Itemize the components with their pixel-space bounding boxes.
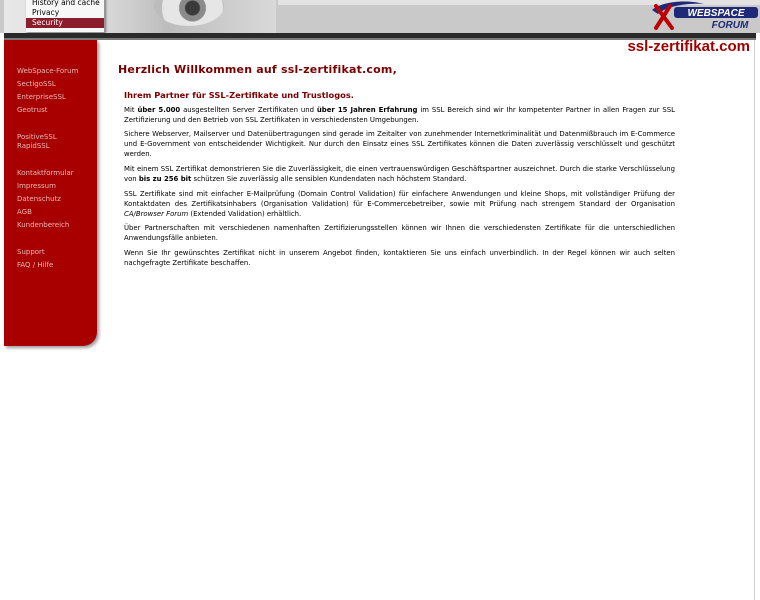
italic-run: CA/Browser Forum — [124, 209, 189, 218]
sidebar-item-geotrust[interactable]: Geotrust — [17, 106, 48, 114]
sidebar-item-rapidssl[interactable]: RapidSSL — [17, 142, 50, 150]
bold-run: über 5.000 — [137, 106, 181, 114]
text-run: (Extended Validation) erhältlich. — [188, 209, 302, 218]
sidebar — [4, 40, 97, 346]
text-run: SSL Zertifikate sind mit einfacher E-Mailprüfung (Domain Control Validation) für einfachere Anwendungen und kleine Shops, mit vollständiger Prüfung der Kontaktdaten des Zertifikatsinhabers (Organisation Validation) für E-Commercebetreiber, sowie mit Prüfung nach strengem Standard der Organisation — [124, 190, 675, 208]
header — [0, 0, 760, 33]
sidebar-item-faq[interactable]: FAQ / Hilfe — [17, 261, 54, 269]
text-run: im SSL Bereich sind wir Ihr kompetenter Partner in allen Fragen zur SSL Zertifizierung und den Betrieb von SSL Zertifikaten in verschiedensten Umgebungen. — [124, 106, 675, 124]
sidebar-item-webspace-forum[interactable]: WebSpace-Forum — [17, 67, 79, 75]
header-photo — [4, 0, 276, 33]
text-run: ausgestellten Server Zertifikaten und — [180, 106, 317, 114]
webspace-forum-logo[interactable] — [650, 0, 760, 33]
site-name: ssl-zertifikat.com — [627, 38, 750, 55]
text-run: schützen Sie zuverlässig alle sensiblen Kundendaten nach höchstem Standard. — [191, 174, 467, 183]
popup-item: Privacy — [32, 8, 60, 17]
browser-menu-popup — [26, 0, 105, 32]
page-title: Herzlich Willkommen auf ssl-zertifikat.com, — [118, 63, 397, 76]
sidebar-item-support[interactable]: Support — [17, 248, 45, 256]
page-subtitle: Ihrem Partner für SSL-Zertifikate und Trustlogos. — [124, 90, 354, 100]
contact-paragraph: Wenn Sie Ihr gewünschtes Zertifikat nicht in unserem Angebot finden, kontaktieren Sie uns einfach unverbindlich. In der Regel können wir auch selten nachgefragte Zertifikate beschaffen. — [124, 249, 675, 267]
sidebar-item-kundenbereich[interactable]: Kundenbereich — [17, 221, 70, 229]
popup-item: Security — [26, 18, 104, 28]
text-run: Mit einem SSL Zertifikat demonstrieren Sie die Zuverlässigkeit, die einen vertrauenswürdigen Geschäftspartner auszeichnet. Durch die starke Verschlüsselung von — [124, 165, 675, 183]
security-paragraph: Sichere Webserver, Mailserver und Datenübertragungen sind gerade im Zeitalter von zunehmender Internetkriminalität und Datenmißbrauch im E-Commerce und E-Government von entscheidender Wichtigkeit. Nur durch den Einsatz eines SSL Zertifikates können die Daten zuverlässig verschlüsselt und geschützt werden. — [124, 130, 675, 158]
partner-paragraph: Über Partnerschaften mit verschiedenen namenhaften Zertifizierungsstellen können wir Ihnen die verschiedensten Zertifikate für die unterschiedlichen Anwendungsfälle anbieten. — [124, 224, 675, 242]
bold-run: bis zu 256 bit — [138, 174, 192, 183]
intro-paragraph — [124, 106, 675, 126]
right-divider — [754, 40, 755, 600]
trust-paragraph — [124, 165, 675, 185]
sidebar-item-impressum[interactable]: Impressum — [17, 182, 56, 190]
validation-paragraph — [124, 190, 675, 220]
logo-word-webspace: WEBSPACE — [687, 8, 745, 19]
bold-run: über 15 Jahren Erfahrung — [316, 106, 418, 114]
sidebar-item-sectigossl[interactable]: SectigoSSL — [17, 80, 56, 88]
eye-image — [154, 0, 224, 26]
popup-item: History and cache — [32, 0, 100, 7]
sidebar-item-positivessl[interactable]: PositiveSSL — [17, 133, 57, 141]
sidebar-item-agb[interactable]: AGB — [17, 208, 32, 216]
text-run: Mit — [124, 106, 138, 114]
sidebar-item-kontaktformular[interactable]: Kontaktformular — [17, 169, 74, 177]
sidebar-item-enterprisessl[interactable]: EnterpriseSSL — [17, 93, 66, 101]
sidebar-item-datenschutz[interactable]: Datenschutz — [17, 195, 61, 203]
logo-word-forum: FORUM — [711, 20, 749, 31]
